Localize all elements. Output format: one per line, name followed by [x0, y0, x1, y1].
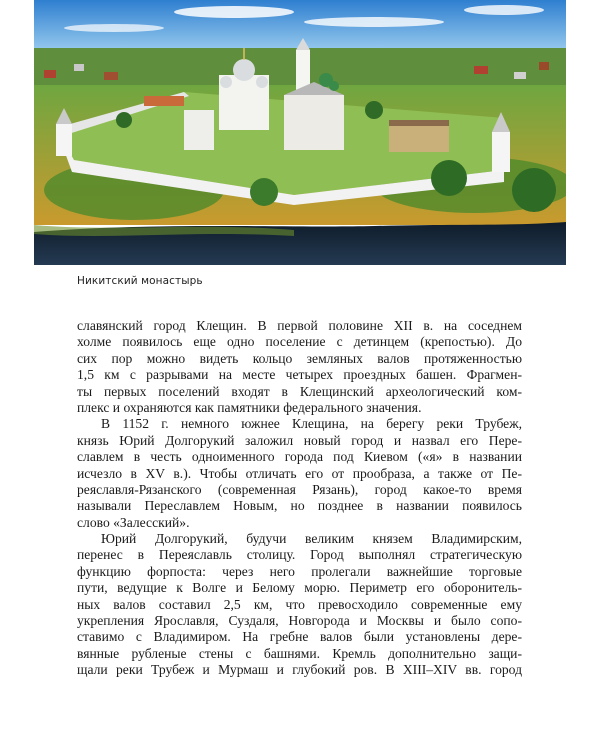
text-line: 1,5 км с разрывами на месте четырех проездных башен. Фрагмен- [77, 367, 522, 383]
text-line: холме появилось еще одно поселение с детинцем (крепостью). До [77, 334, 522, 350]
body-text [77, 318, 522, 679]
text-line: славянский город Клещин. В первой половине XII в. на соседнем [77, 318, 522, 333]
text-line: исчезло в XV в.). Чтобы отличать его от прообраза, а также от Пе- [77, 465, 522, 481]
text-line: Юрий Долгорукий, будучи великим князем Владимирским, [101, 531, 522, 547]
text-line: князь Юрий Долгорукий заложил новый город и назвал его Пере- [77, 432, 522, 448]
text-line: перенес в Переяславль столицу. Город выполнял стратегическую [77, 547, 522, 563]
text-line: вянные рубленые стены с башнями. Кремль дополнительно защи- [77, 645, 522, 661]
text-line: слово «Залесский». [77, 514, 190, 530]
text-line: ных валов составил 2,5 км, что превосходило современные ему [77, 596, 522, 612]
text-line: реяславля-Рязанского (современная Рязань), город какое-то время [77, 481, 522, 497]
text-line: плекс и охраняются как памятники федерального значения. [77, 399, 422, 415]
figure-caption: Никитский монастырь [77, 275, 203, 287]
monastery-photo [34, 0, 566, 265]
text-line: называли Переславлем Новым, но позднее в названии появилось [77, 498, 522, 514]
text-line: щали реки Трубеж и Мурмаш и глубокий ров. В XIII–XIV вв. город [77, 662, 522, 678]
text-line: сих пор можно видеть кольцо земляных валов протяженностью [77, 350, 522, 366]
text-line: ставимо с Владимиром. На гребне валов были установлены дере- [77, 629, 522, 645]
text-line: В 1152 г. немного южнее Клещина, на берегу реки Трубеж, [101, 416, 522, 432]
text-line: пути, ведущие к Волге и Белому морю. Периметр его оборонитель- [77, 580, 522, 596]
text-line: укрепления Ярославля, Суздаля, Новгорода и Москвы и было сопо- [77, 613, 522, 629]
text-line: славлем в честь одноименного города под Киевом («я» в названии [77, 449, 522, 465]
text-line: функцию форпоста: через него пролегали важнейшие торговые [77, 563, 522, 579]
text-line: ты первых поселений входят в Клещинский археологический ком- [77, 383, 522, 399]
